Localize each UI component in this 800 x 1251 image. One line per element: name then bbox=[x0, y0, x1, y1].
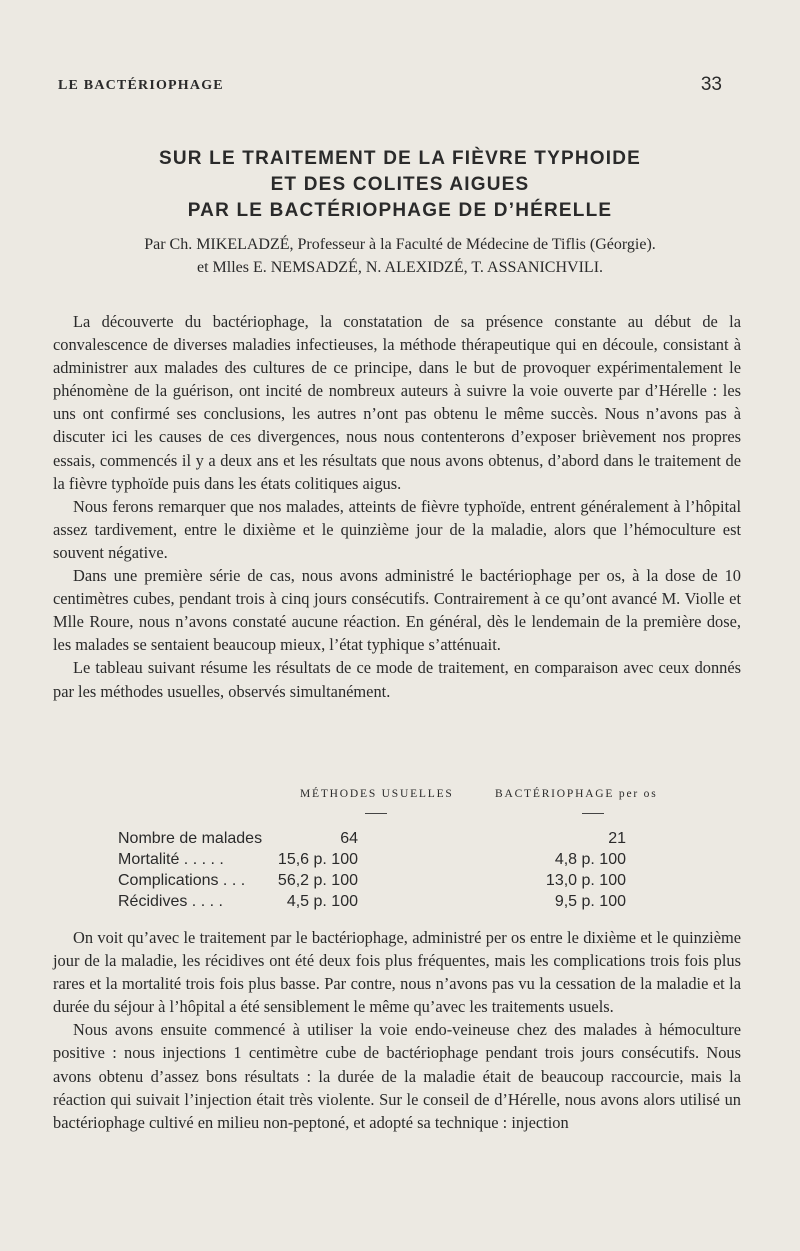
usuelles-value: 15,6 p. 100 bbox=[277, 851, 358, 868]
running-head: LE BACTÉRIOPHAGE bbox=[58, 78, 224, 93]
row-label: Complications . . . bbox=[118, 872, 246, 889]
usuelles-value: 64 bbox=[340, 830, 358, 847]
table-row bbox=[118, 830, 638, 851]
paragraph: Nous ferons remarquer que nos malades, atteints de fièvre typhoïde, entrent généralement à l’hôpital assez tardivement, entre le dixième et le quinzième jour de la maladie, alors que l’hémoculture est souvent négative. bbox=[53, 496, 741, 562]
col-header-bacteriophage: BACTÉRIOPHAGE per os bbox=[495, 788, 658, 800]
bacteriophage-value: 4,8 p. 100 bbox=[554, 851, 626, 868]
body-text bbox=[53, 310, 741, 703]
results-table bbox=[0, 788, 800, 908]
title-line-1: SUR LE TRAITEMENT DE LA FIÈVRE TYPHOIDE bbox=[158, 148, 642, 169]
paragraph: Le tableau suivant résume les résultats de ce mode de traitement, en comparaison avec ceux donnés par les méthodes usuelles, observés simultanément. bbox=[53, 658, 741, 701]
row-label: Nombre de malades bbox=[118, 830, 263, 847]
page-header bbox=[58, 74, 722, 100]
paragraph: Dans une première série de cas, nous avons administré le bactériophage per os, à la dose de 10 centimètres cubes, pendant trois à cinq jours consécutifs. Contrairement à ce qu’ont avancé M. Violle et Mlle Roure, nous n’avons constaté aucune réaction. En général, dès le lendemain de la première dose, les malades se sentaient beaucoup mieux, l’état typhique s’atténuait. bbox=[53, 566, 741, 655]
usuelles-value: 56,2 p. 100 bbox=[277, 872, 358, 889]
bacteriophage-value: 13,0 p. 100 bbox=[545, 872, 626, 889]
title-line-2: ET DES COLITES AIGUES bbox=[270, 174, 530, 195]
paragraph: On voit qu’avec le traitement par le bactériophage, administré per os entre le dixième et le quinzième jour de la maladie, les récidives ont été deux fois plus fréquentes, mais les complications trois fois plus rares et la mortalité trois fois plus basse. Par contre, nous n’avons pas vu la cessation de la maladie et la durée du séjour à l’hôpital a été sensiblement le même qu’avec les traitements usuels. bbox=[53, 928, 741, 1017]
bacteriophage-value: 21 bbox=[608, 830, 626, 847]
article-title bbox=[60, 146, 740, 224]
title-line-3: PAR LE BACTÉRIOPHAGE DE D’HÉRELLE bbox=[187, 200, 613, 221]
paragraph: Nous avons ensuite commencé à utiliser la voie endo-veineuse chez des malades à hémoculture positive : nous injections 1 centimètre cube de bactériophage pendant trois jours consécutifs. Nous avons obtenu d’assez bons résultats : la durée de la maladie était de beaucoup raccourcie, mais la réaction qui suivait l’injection était très violente. Sur le conseil de d’Hérelle, nous avons alors utilisé un bactériophage cultivé en milieu non-peptoné, et adopté sa technique : injection bbox=[53, 1020, 741, 1132]
page-number: 33 bbox=[700, 74, 722, 95]
table-row bbox=[118, 872, 638, 893]
row-label: Récidives . . . . bbox=[118, 893, 223, 910]
bacteriophage-value: 9,5 p. 100 bbox=[554, 893, 626, 910]
row-label: Mortalité . . . . . bbox=[118, 851, 224, 868]
table-row bbox=[118, 851, 638, 872]
authors-block bbox=[60, 233, 740, 279]
body-text-continued bbox=[53, 926, 741, 1134]
usuelles-value: 4,5 p. 100 bbox=[286, 893, 358, 910]
authors-line-1: Par Ch. MIKELADZÉ, Professeur à la Faculté de Médecine de Tiflis (Géorgie). bbox=[144, 236, 656, 253]
header-dash bbox=[365, 813, 387, 814]
header-dash bbox=[582, 813, 604, 814]
paragraph: La découverte du bactériophage, la constatation de sa présence constante au début de la convalescence de diverses maladies infectieuses, la méthode thérapeutique qui en découle, consistant à administrer aux malades des cultures de ce principe, dans le but de provoquer expérimentalement le phénomène de la guérison, ont incité de nombreux auteurs à suivre la voie ouverte par d’Hérelle : les uns ont confirmé ses conclusions, les autres n’ont pas obtenu le même succès. Nous n’avons pas à discuter ici les causes de ces divergences, nous nous contenterons d’exposer brièvement nos propres essais, commencés il y a deux ans et les résultats que nous avons obtenus, d’abord dans le traitement de la fièvre typhoïde puis dans les états colitiques aigus. bbox=[53, 312, 741, 493]
table-row bbox=[118, 893, 638, 914]
col-header-usuelles: MÉTHODES USUELLES bbox=[300, 788, 454, 800]
authors-line-2: et Mlles E. NEMSADZÉ, N. ALEXIDZÉ, T. ASSANICHVILI. bbox=[196, 259, 604, 276]
